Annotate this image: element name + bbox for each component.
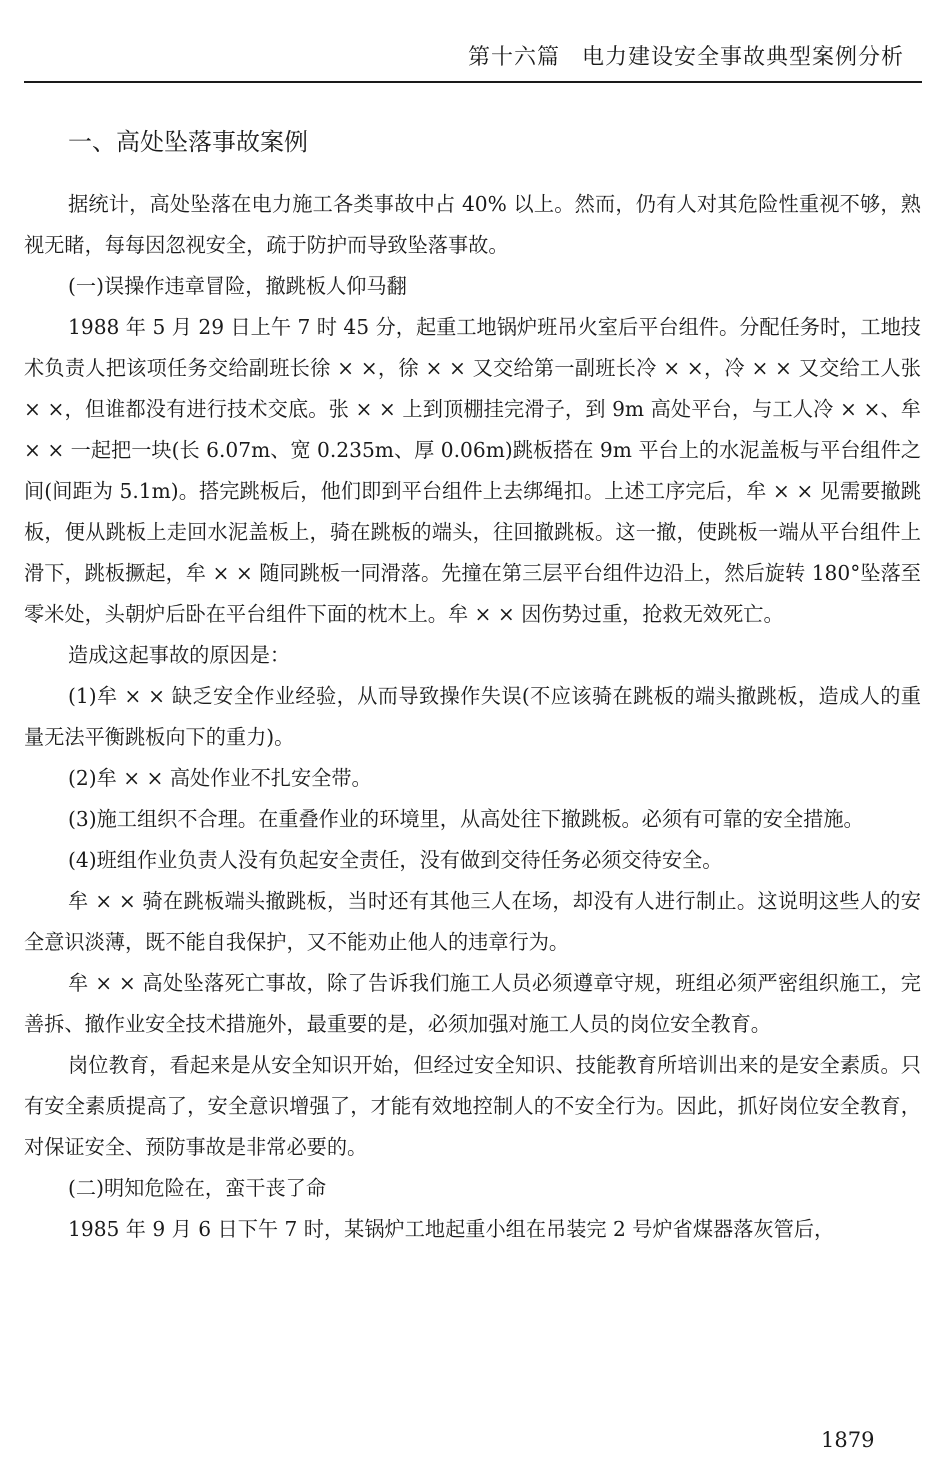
subsection-heading-2: (二)明知危险在，蛮干丧了命 [68,1176,327,1200]
page-number: 1879 [821,1428,875,1452]
paragraph-analysis-3: 岗位教育，看起来是从安全知识开始，但经过安全知识、技能教育所培训出来的是安全素质。只有安全素质提高了，安全意识增强了，才能有效地控制人的不安全行为。因此，抓好岗位安全教育，对保证安全、预防事故是非常必要的。 [24,1053,921,1159]
paragraph-cause-1: (1)牟 × × 缺乏安全作业经验，从而导致操作失误(不应该骑在跳板的端头撤跳板，造成人的重量无法平衡跳板向下的重力)。 [24,684,921,749]
subsection-heading-1: (一)误操作违章冒险，撤跳板人仰马翻 [68,274,407,298]
header-title: 电力建设安全事故典型案例分析 [581,45,904,70]
running-header [468,40,904,71]
paragraph-case-1: 1988 年 5 月 29 日上午 7 时 45 分，起重工地锅炉班吊火室后平台组件。分配任务时，工地技术负责人把该项任务交给副班长徐 × ×，徐 × × 又交给第一副班长冷 × ×，冷 × × 又交给工人张 × ×，但谁都没有进行技术交底。张 × × 上到顶棚挂完滑子，到 9m 高处平台，与工人冷 × ×、牟 × × 一起把一块(长 6.07m、宽 0.235m、厚 0.06m)跳板搭在 9m 平台上的水泥盖板与平台组件之间(间距为 5.1m)。搭完跳板后，他们即到平台组件上去绑绳扣。上述工序完后，牟 × × 见需要撤跳板，便从跳板上走回水泥盖板上，骑在跳板的端头，往回撤跳板。这一撤，使跳板一端从平台组件上滑下，跳板撅起，牟 × × 随同跳板一同滑落。先撞在第三层平台组件边沿上，然后旋转 180°坠落至零米处，头朝炉后卧在平台组件下面的枕木上。牟 × × 因伤势过重，抢救无效死亡。 [24,315,921,626]
paragraph-case-2: 1985 年 9 月 6 日下午 7 时，某锅炉工地起重小组在吊装完 2 号炉省煤器落灰管后， [68,1217,835,1241]
paragraph-cause-3: (3)施工组织不合理。在重叠作业的环境里，从高处往下撤跳板。必须有可靠的安全措施。 [68,807,864,831]
paragraph-analysis-1: 牟 × × 骑在跳板端头撤跳板，当时还有其他三人在场，却没有人进行制止。这说明这些人的安全意识淡薄，既不能自我保护，又不能劝止他人的违章行为。 [24,889,921,954]
paragraph-cause-4: (4)班组作业负责人没有负起安全责任，没有做到交待任务必须交待安全。 [68,848,723,872]
section-title: 一、高处坠落事故案例 [68,128,308,156]
paragraph-cause-2: (2)牟 × × 高处作业不扎安全带。 [68,766,372,790]
paragraph-causes-intro: 造成这起事故的原因是： [68,643,291,667]
header-rule [24,81,922,83]
header-part: 第十六篇 [467,45,560,70]
paragraph-intro: 据统计，高处坠落在电力施工各类事故中占 40% 以上。然而，仍有人对其危险性重视不够，熟视无睹，每每因忽视安全，疏于防护而导致坠落事故。 [24,192,921,257]
paragraph-analysis-2: 牟 × × 高处坠落死亡事故，除了告诉我们施工人员必须遵章守规，班组必须严密组织施工，完善拆、撤作业安全技术措施外，最重要的是，必须加强对施工人员的岗位安全教育。 [24,971,921,1036]
page-body [24,122,921,1250]
